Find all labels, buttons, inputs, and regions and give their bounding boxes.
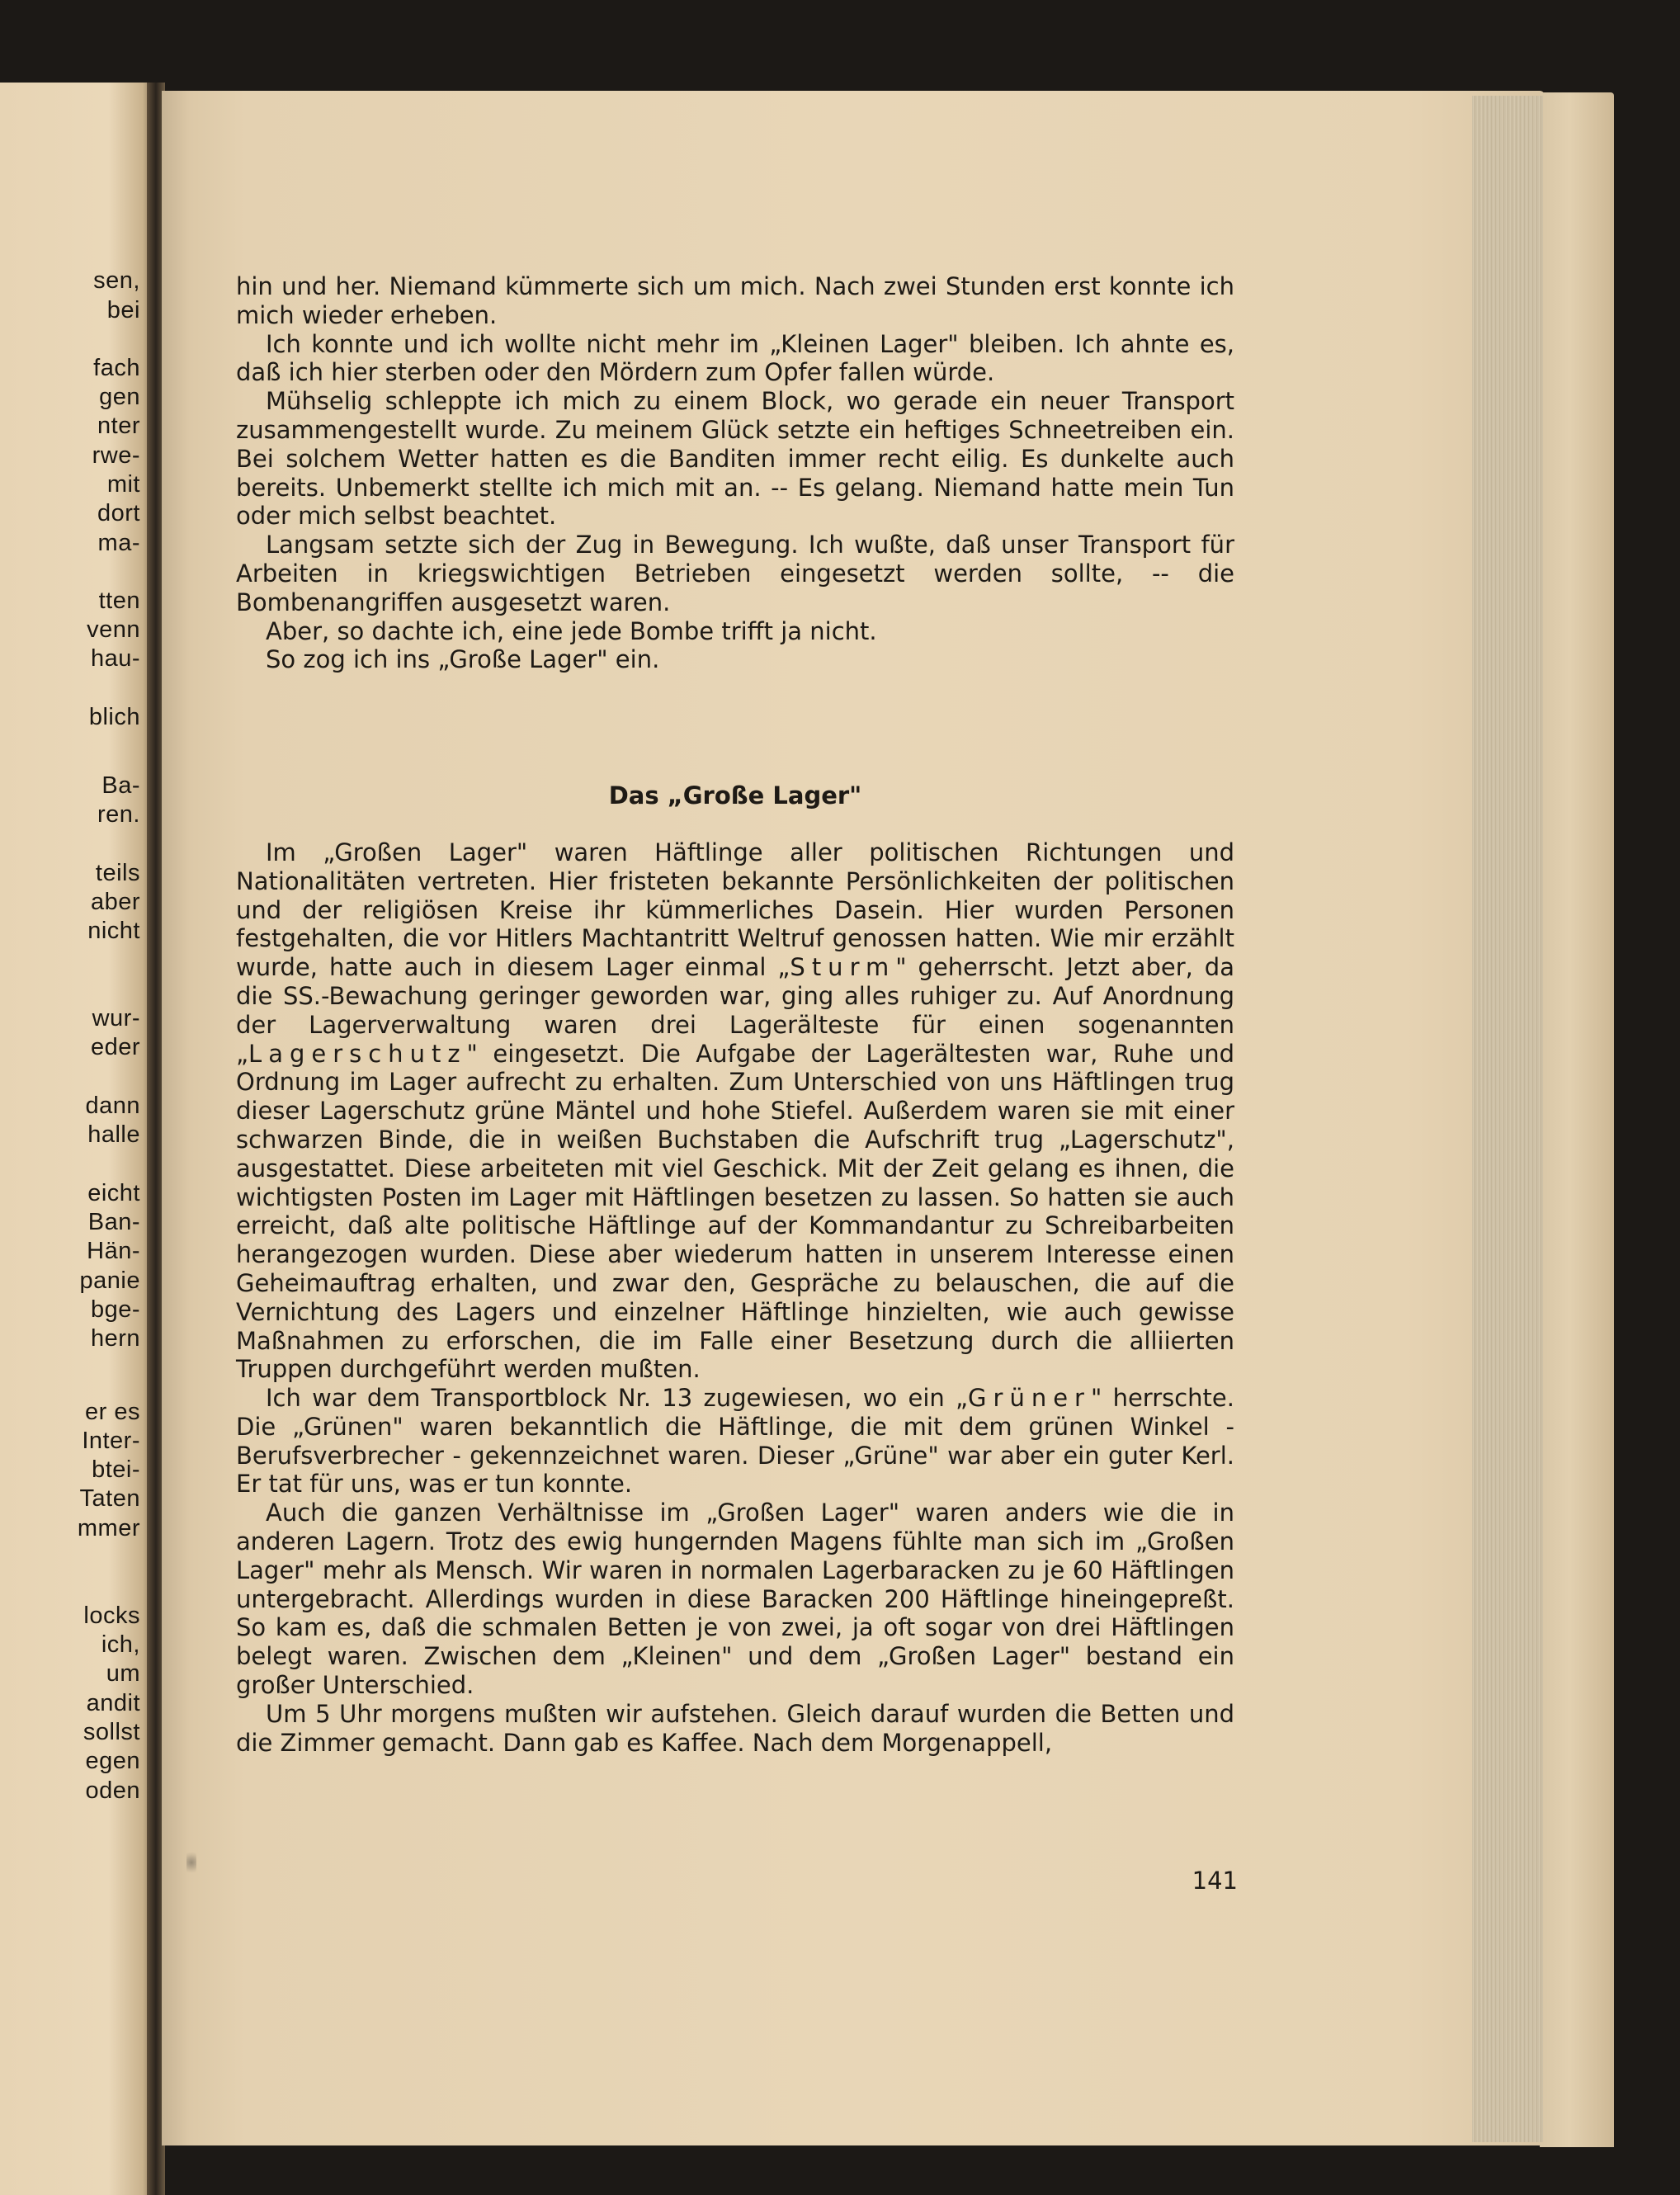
left-line: wur- <box>92 1005 140 1031</box>
text-run: " eingesetzt. Die Aufgabe der Lagerältesten war, Ruhe und Ordnung im Lager aufrecht zu erhalten. Zum Unterschied von uns Häftlingen trug dieser Lagerschutz grüne Mäntel und hohe Stiefel. Außerdem waren sie mit einer schwarzen Binde, die in weißen Buchstaben die Aufschrift trug „Lagerschutz", ausgestattet. Diese arbeiteten mit viel Geschick. Mit der Zeit gelang es ihnen, die wichtigsten Posten im Lager mit Häftlingen besetzen zu lassen. So hatten sie auch erreicht, daß alte politische Häftlinge auf der Kommandantur zu Schreibarbeiten herangezogen wurden. Diese aber wiederum hatten in unserem Interesse einen Geheimauftrag erhalten, und zwar den, Gespräche zu belauschen, die auf die Vernichtung des Lagers und einzelner Häftlinge hinzielten, wie auch gewisse Maßnahmen zu erforschen, die im Falle einer Besetzung durch die alliierten Truppen durchgeführt werden mußten. <box>236 1039 1234 1384</box>
left-line: andit <box>86 1690 140 1716</box>
left-line: Inter- <box>82 1428 140 1454</box>
paragraph: Mühselig schleppte ich mich zu einem Block, wo gerade ein neuer Transport zusammengestellt wurde. Zu meinem Glück setzte ein heftiges Schneetreiben ein. Bei solchem Wetter hatten es die Banditen immer recht eilig. Es dunkelte auch bereits. Unbemerkt stellte ich mich mit an. -- Es gelang. Niemand hatte mein Tun oder mich selbst beachtet. <box>236 387 1234 531</box>
left-line: bei <box>106 297 140 323</box>
left-line: nicht <box>87 918 140 944</box>
left-line: dann <box>85 1093 140 1119</box>
left-line: egen <box>85 1748 140 1774</box>
left-line: sen, <box>93 267 140 294</box>
section-heading: Das „Große Lager" <box>608 781 862 810</box>
paper-speck <box>186 1850 196 1875</box>
left-line: sollst <box>83 1719 140 1745</box>
page-edge-stack <box>1472 96 1543 2142</box>
page-body <box>236 272 1234 1757</box>
paragraph <box>236 1384 1234 1499</box>
left-line: mmer <box>77 1515 140 1541</box>
heading-spacer <box>236 810 1234 838</box>
spaced-word: Sturm <box>790 953 896 982</box>
paragraph: hin und her. Niemand kümmerte sich um mich. Nach zwei Stunden erst konnte ich mich wieder erheben. <box>236 272 1234 329</box>
text-run: " herrschte. Die „Grünen" waren bekanntlich die Häftlinge, die mit dem grünen Winkel - Berufsverbrecher - gekennzeichnet waren. Dieser „Grüne" war aber ein guter Kerl. Er tat für uns, was er tun konnte. <box>236 1384 1234 1499</box>
left-line: Ban- <box>87 1209 140 1235</box>
left-line: Ba- <box>101 772 140 799</box>
left-line: dort <box>97 500 140 526</box>
left-line: hern <box>90 1325 140 1352</box>
paragraph: So zog ich ins „Große Lager" ein. <box>266 645 660 674</box>
left-line: venn <box>87 616 140 643</box>
text-run: " geherrscht. Jetzt aber, da die SS.-Bewachung geringer geworden war, ging alles ruhiger zu. Auf Anordnung der Lagerverwaltung waren drei Lagerälteste für einen sogenannten „ <box>236 953 1234 1068</box>
paragraph: Langsam setzte sich der Zug in Bewegung. Ich wußte, daß unser Transport für Arbeiten in kriegswichtigen Betrieben eingesetzt werden sollte, -- die Bombenangriffen ausgesetzt waren. <box>236 531 1234 616</box>
paragraph: Aber, so dachte ich, eine jede Bombe trifft ja nicht. <box>266 616 877 645</box>
left-line: bge- <box>90 1296 140 1323</box>
left-line: fach <box>93 355 140 381</box>
paragraph: Um 5 Uhr morgens mußten wir aufstehen. Gleich darauf wurden die Betten und die Zimmer gemacht. Dann gab es Kaffee. Nach dem Morgenappell, <box>236 1699 1234 1757</box>
left-line: teils <box>95 860 140 886</box>
left-line: nter <box>97 413 140 439</box>
left-line: btei- <box>92 1456 140 1483</box>
text-run: Ich war dem Transportblock Nr. 13 zugewiesen, wo ein „ <box>266 1384 969 1413</box>
section-spacer <box>236 674 1234 781</box>
left-line: gen <box>99 384 140 410</box>
left-line: panie <box>79 1267 140 1294</box>
page-edge-outer <box>1540 92 1614 2147</box>
left-line: halle <box>87 1121 140 1148</box>
spaced-word: Grüner <box>968 1384 1091 1413</box>
left-line: tten <box>98 588 140 614</box>
left-line: Hän- <box>87 1238 140 1264</box>
spaced-word: Lagerschutz <box>248 1039 467 1068</box>
page-number: 141 <box>1192 1867 1238 1895</box>
text-run: Im „Großen Lager" waren Häftlinge aller politischen Richtungen und Nationalitäten vertreten. Hier fristeten bekannte Persönlichkeiten der politischen und der religiösen Kreise ihr kümmerliches Dasein. Hier wurden Personen festgehalten, die vor Hitlers Machtantritt Weltruf genossen hatten. Wie mir erzählt wurde, hatte auch in diesem Lager einmal „ <box>236 838 1234 982</box>
left-line: um <box>106 1660 140 1687</box>
paragraph: Ich konnte und ich wollte nicht mehr im „Kleinen Lager" bleiben. Ich ahnte es, daß ich hier sterben oder den Mördern zum Opfer fallen würde. <box>236 329 1234 387</box>
left-line: eder <box>90 1034 140 1060</box>
left-line: ren. <box>97 801 140 828</box>
left-line: rwe- <box>92 442 140 469</box>
left-line: hau- <box>90 645 140 672</box>
left-line: Taten <box>79 1485 140 1512</box>
paragraph: Auch die ganzen Verhältnisse im „Großen Lager" waren anders wie die in anderen Lagern. Trotz des ewig hungernden Magens fühlte man sich im „Großen Lager" mehr als Mensch. Wir waren in normalen Lagerbaracken zu je 60 Häftlingen untergebracht. Allerdings wurden in diese Baracken 200 Häftlinge hineingepreßt. So kam es, daß die schmalen Betten je von zwei, ja oft sogar von drei Häftlingen belegt waren. Zwischen dem „Kleinen" und dem „Großen Lager" bestand ein großer Unterschied. <box>236 1499 1234 1700</box>
left-page <box>0 83 155 2195</box>
left-line: ma- <box>97 530 140 556</box>
left-line: locks <box>83 1603 140 1629</box>
paragraph <box>236 838 1234 1384</box>
left-line: aber <box>90 889 140 915</box>
left-line: eicht <box>87 1180 140 1206</box>
left-line: oden <box>85 1777 140 1804</box>
left-line: blich <box>88 704 140 730</box>
left-line: er es <box>85 1399 140 1425</box>
left-line: mit <box>106 471 140 498</box>
left-line: ich, <box>101 1631 140 1658</box>
